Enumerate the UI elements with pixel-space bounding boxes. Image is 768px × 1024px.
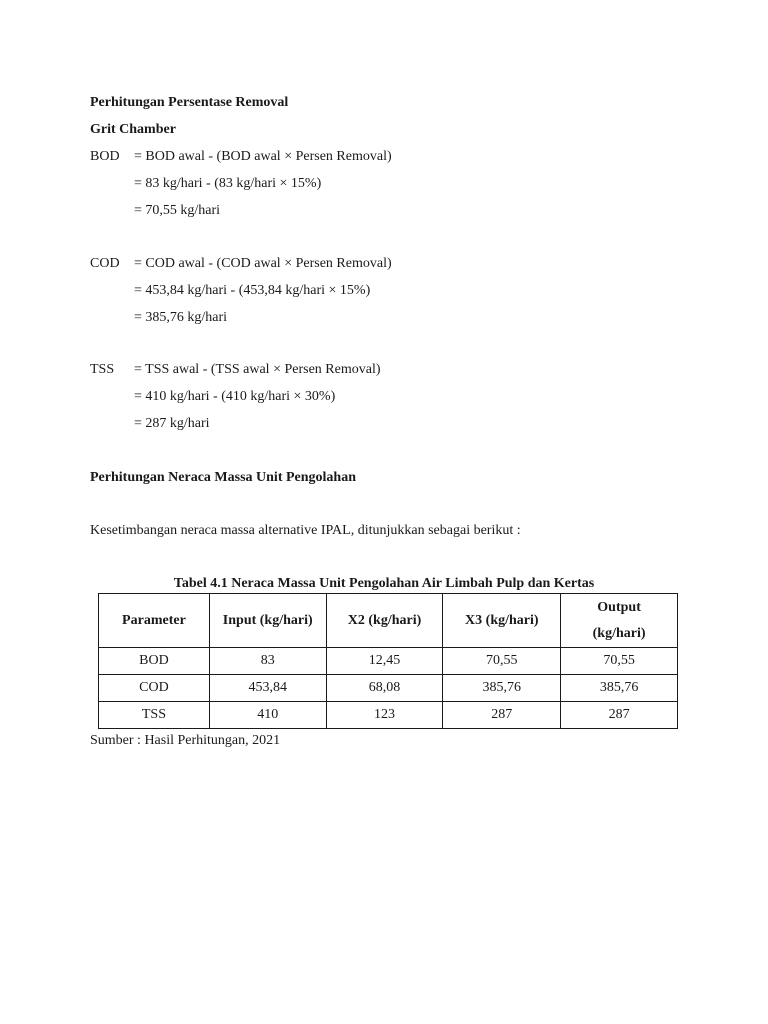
table-cell: 287 (561, 702, 678, 729)
table-cell: 385,76 (443, 675, 561, 702)
header-parameter: Parameter (99, 594, 210, 648)
table-cell: 68,08 (326, 675, 443, 702)
table-cell: 83 (209, 648, 326, 675)
formula-line: = TSS awal - (TSS awal × Persen Removal) (134, 362, 381, 377)
table-cell: 12,45 (326, 648, 443, 675)
formula-line: = 83 kg/hari - (83 kg/hari × 15%) (134, 176, 322, 191)
table-caption: Tabel 4.1 Neraca Massa Unit Pengolahan Air Limbah Pulp dan Kertas (173, 576, 595, 591)
table-row (99, 648, 678, 675)
mass-balance-table (98, 593, 678, 729)
param-label-bod: BOD (90, 149, 120, 164)
table-header-row (99, 594, 678, 648)
header-x3: X3 (kg/hari) (443, 594, 561, 648)
table-cell: 410 (209, 702, 326, 729)
header-x2: X2 (kg/hari) (326, 594, 443, 648)
intro-paragraph: Kesetimbangan neraca massa alternative IPAL, ditunjukkan sebagai berikut : (90, 523, 521, 538)
header-output-label: Output (597, 599, 641, 615)
table-cell: 123 (326, 702, 443, 729)
table-cell: 287 (443, 702, 561, 729)
formula-line: = COD awal - (COD awal × Persen Removal) (134, 256, 392, 271)
header-output (561, 594, 678, 648)
table-cell: 70,55 (443, 648, 561, 675)
section-title-mass-balance: Perhitungan Neraca Massa Unit Pengolahan (90, 470, 356, 485)
section-subtitle-grit-chamber: Grit Chamber (90, 122, 176, 137)
formula-result: = 70,55 kg/hari (134, 203, 221, 218)
table-cell: TSS (99, 702, 210, 729)
section-title-removal: Perhitungan Persentase Removal (90, 95, 289, 110)
table-row (99, 702, 678, 729)
formula-result: = 385,76 kg/hari (134, 310, 228, 325)
header-output-unit: (kg/hari) (592, 625, 646, 641)
table-row (99, 675, 678, 702)
table-cell: BOD (99, 648, 210, 675)
table-cell: COD (99, 675, 210, 702)
formula-line: = 453,84 kg/hari - (453,84 kg/hari × 15%) (134, 283, 371, 298)
formula-line: = 410 kg/hari - (410 kg/hari × 30%) (134, 389, 336, 404)
formula-line: = BOD awal - (BOD awal × Persen Removal) (134, 149, 392, 164)
table-cell: 385,76 (561, 675, 678, 702)
formula-result: = 287 kg/hari (134, 416, 210, 431)
table-cell: 453,84 (209, 675, 326, 702)
table-source-note: Sumber : Hasil Perhitungan, 2021 (90, 733, 281, 748)
param-label-cod: COD (90, 256, 120, 271)
param-label-tss: TSS (90, 362, 115, 377)
table-cell: 70,55 (561, 648, 678, 675)
header-input: Input (kg/hari) (209, 594, 326, 648)
